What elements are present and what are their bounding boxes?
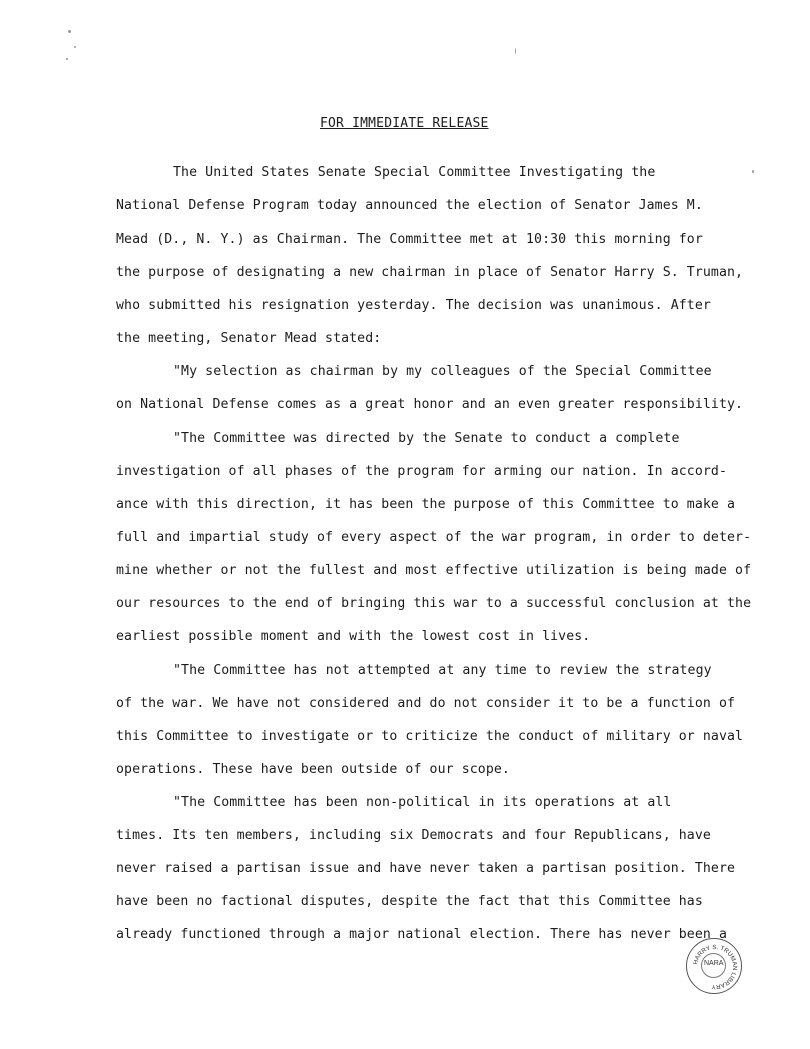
- scan-speck: [515, 48, 516, 54]
- scan-speck: [68, 30, 71, 33]
- scan-speck: [752, 170, 754, 173]
- svg-text:HARRY S. TRUMAN LIBRARY: HARRY S. TRUMAN LIBRARY: [692, 943, 739, 991]
- text-line: operations. These have been outside of our scope.: [116, 762, 510, 777]
- text-line: National Defense Program today announced the election of Senator James M.: [116, 198, 703, 213]
- text-line: on National Defense comes as a great honor and an even greater responsibility.: [116, 397, 744, 412]
- text-line: the meeting, Senator Mead stated:: [116, 331, 382, 346]
- text-line: investigation of all phases of the program for arming our nation. In accord-: [116, 464, 728, 479]
- text-line: "My selection as chairman by my colleagues of the Special Committee: [173, 364, 712, 379]
- text-line: earliest possible moment and with the lowest cost in lives.: [116, 629, 591, 644]
- text-line: ance with this direction, it has been the purpose of this Committee to make a: [116, 497, 736, 512]
- text-line: this Committee to investigate or to criticize the conduct of military or naval: [116, 729, 744, 744]
- text-line: "The Committee has not attempted at any time to review the strategy: [173, 663, 712, 678]
- text-line: who submitted his resignation yesterday. The decision was unanimous. After: [116, 298, 711, 313]
- text-line: "The Committee was directed by the Senate to conduct a complete: [173, 431, 680, 446]
- scan-speck: [74, 46, 76, 48]
- stamp-center-text: NARA: [704, 960, 724, 967]
- text-line: times. Its ten members, including six Democrats and four Republicans, have: [116, 828, 711, 843]
- scan-speck: [66, 58, 68, 60]
- text-line: never raised a partisan issue and have never taken a partisan position. There: [116, 861, 736, 876]
- text-line: of the war. We have not considered and do not consider it to be a function of: [116, 696, 736, 711]
- text-line: "The Committee has been non-political in its operations at all: [173, 795, 672, 810]
- text-line: mine whether or not the fullest and most effective utilization is being made of: [116, 563, 752, 578]
- text-line: Mead (D., N. Y.) as Chairman. The Committee met at 10:30 this morning for: [116, 232, 703, 247]
- text-line: have been no factional disputes, despite the fact that this Committee has: [116, 894, 703, 909]
- text-line: the purpose of designating a new chairman in place of Senator Harry S. Truman,: [116, 265, 744, 280]
- library-stamp: [686, 938, 742, 994]
- text-line: already functioned through a major national election. There has never been a: [116, 927, 728, 942]
- text-line: our resources to the end of bringing this war to a successful conclusion at the: [116, 596, 752, 611]
- release-heading: FOR IMMEDIATE RELEASE: [320, 116, 489, 131]
- text-line: full and impartial study of every aspect of the war program, in order to deter-: [116, 530, 752, 545]
- text-line: The United States Senate Special Committee Investigating the: [173, 165, 656, 180]
